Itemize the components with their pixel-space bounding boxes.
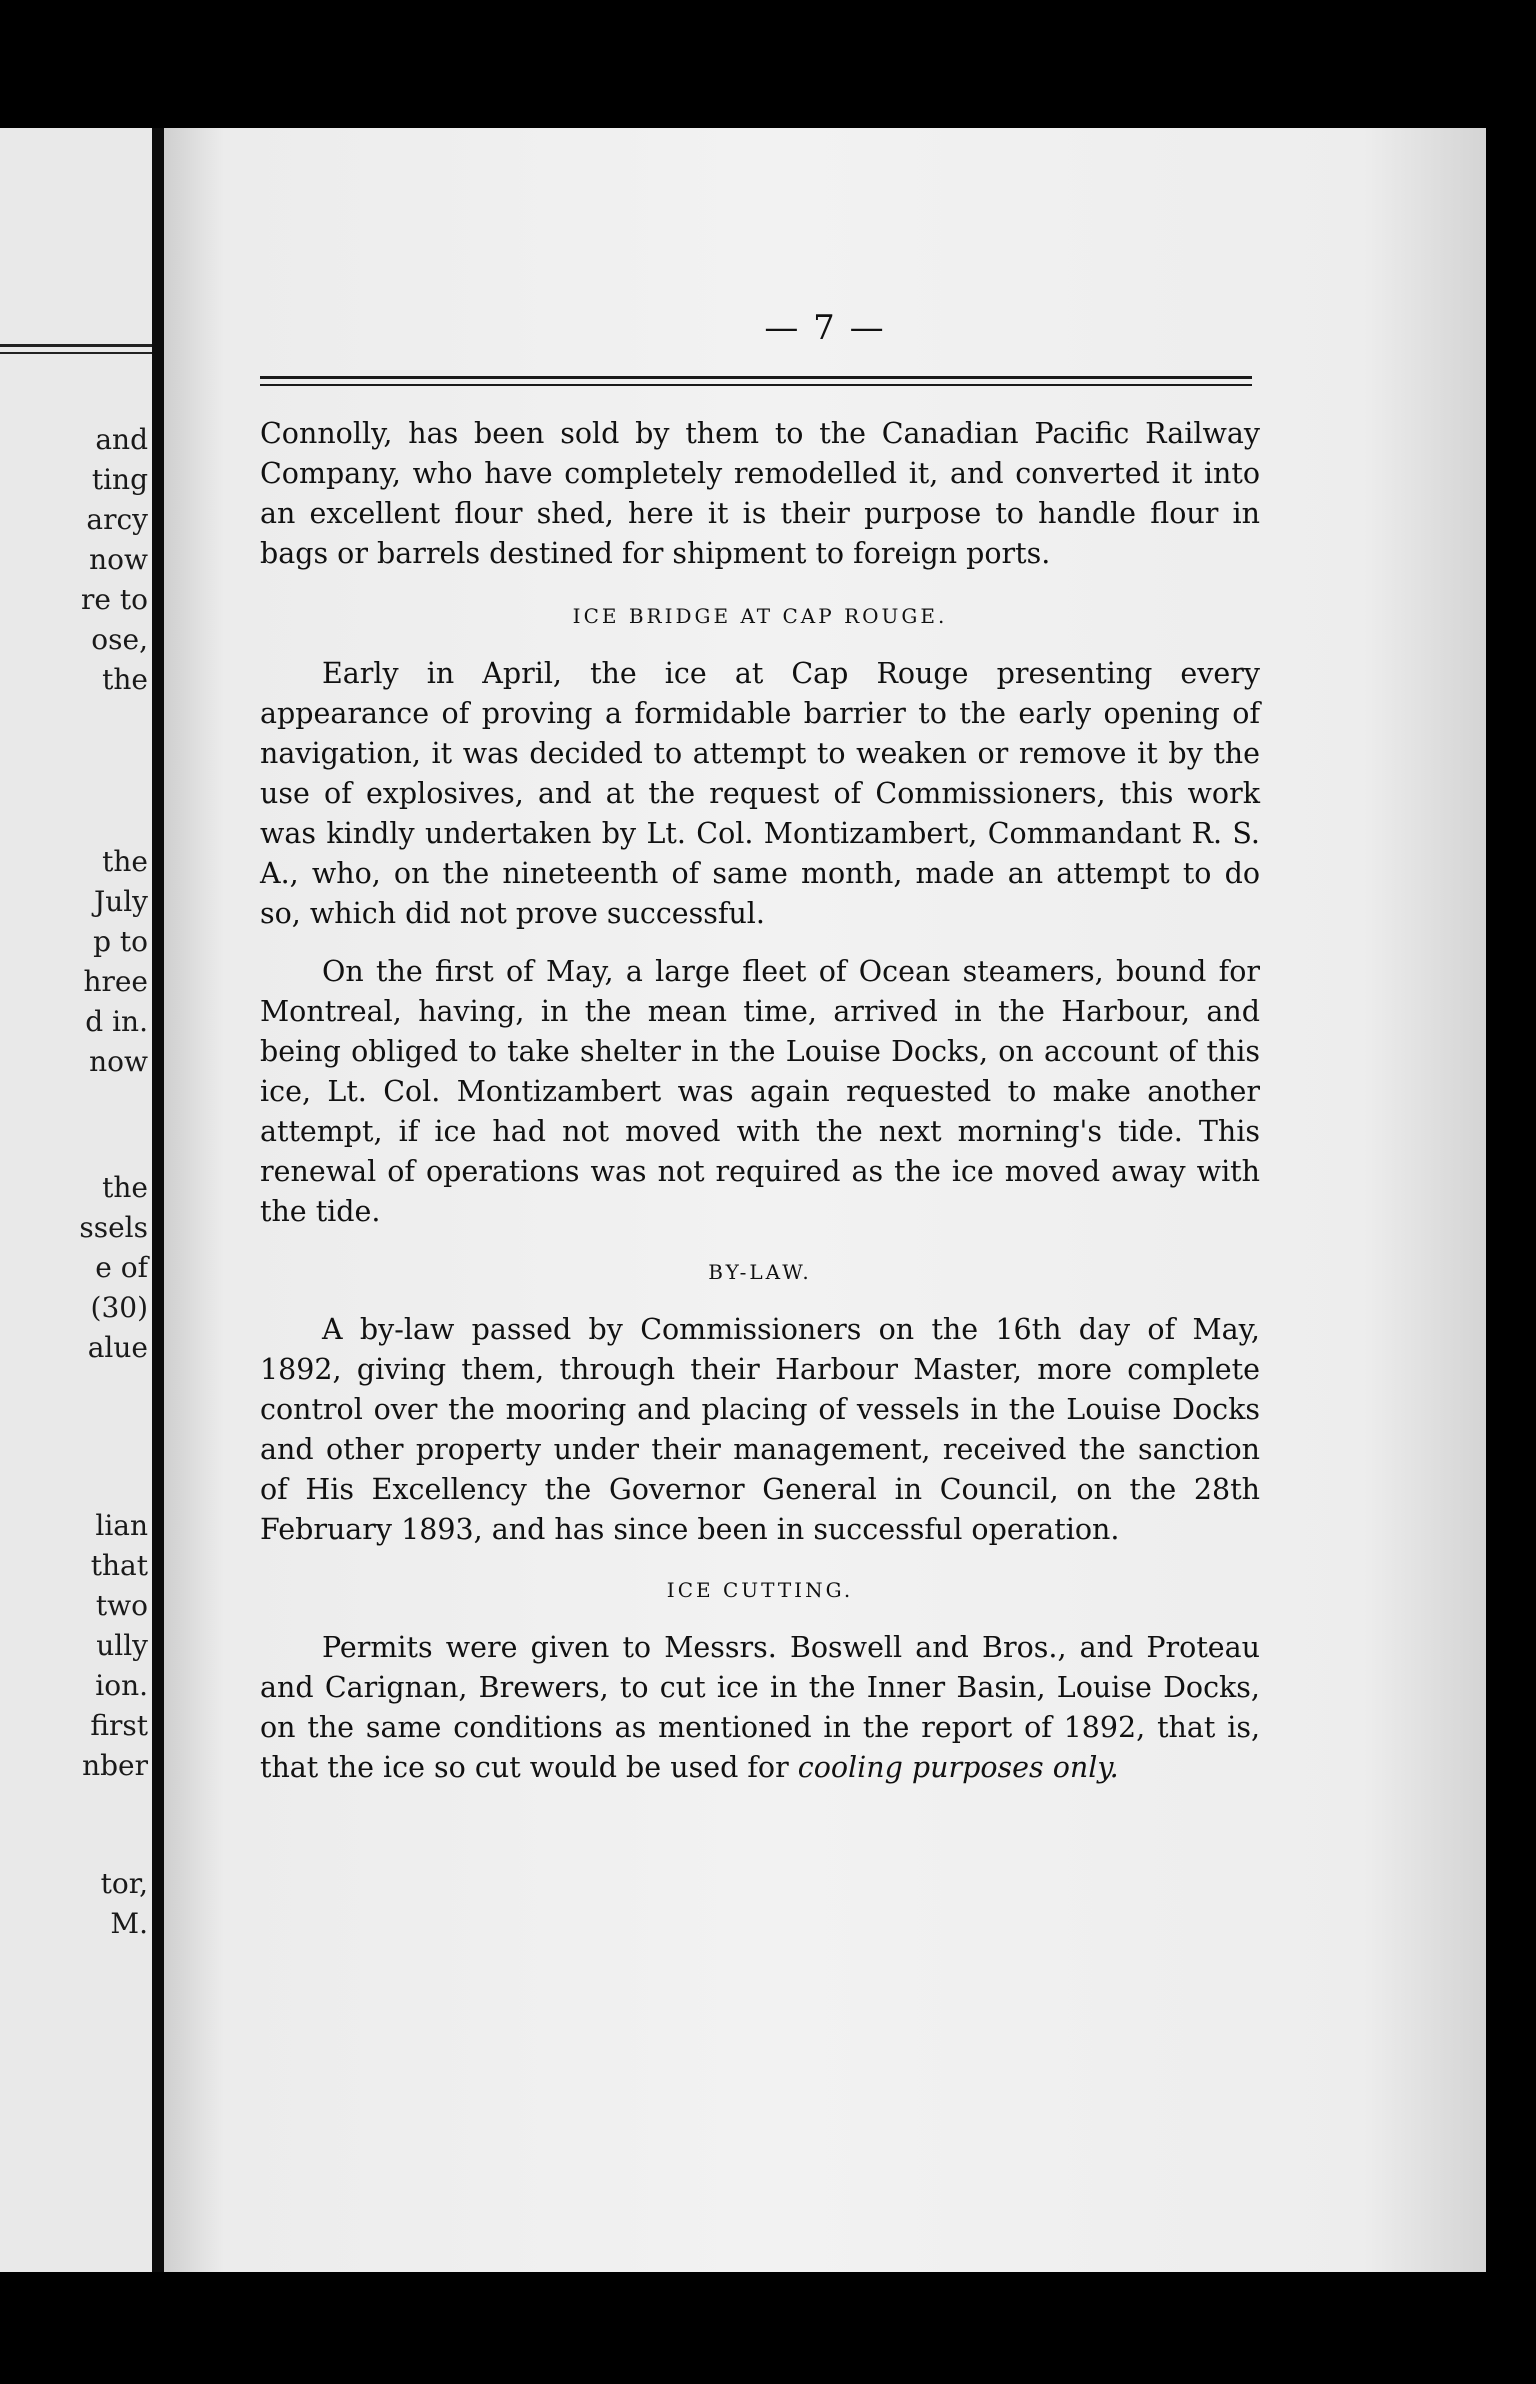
facing-page-fragment: the: [102, 1171, 148, 1204]
facing-page-fragment: arcy: [86, 503, 148, 536]
facing-page-fragment: ose,: [91, 623, 148, 656]
facing-page-fragment: nber: [82, 1749, 148, 1782]
document-page: [164, 128, 1486, 2272]
paragraph-ice-cutting-italic: cooling purposes only.: [797, 1751, 1119, 1784]
body-text: [260, 414, 1260, 1788]
facing-page-fragment: p to: [93, 925, 148, 958]
facing-page-fragment: e of: [95, 1251, 148, 1284]
scan-border-right: [1486, 0, 1536, 2384]
section-heading: BY-LAW.: [708, 1260, 812, 1284]
scan-border-top: [0, 0, 1536, 128]
facing-page-fragment: that: [90, 1549, 148, 1582]
facing-page-fragment: alue: [87, 1331, 148, 1364]
facing-page-fragment: and: [95, 423, 148, 456]
facing-page-fragment: now: [89, 1045, 148, 1078]
header-rule-thin: [260, 384, 1252, 386]
facing-page-fragment: re to: [81, 583, 148, 616]
facing-page-fragment: ssels: [79, 1211, 148, 1244]
facing-page-fragment: d in.: [85, 1005, 148, 1038]
facing-page-fragment: M.: [110, 1907, 148, 1940]
facing-page-rule: [0, 344, 152, 347]
book-gutter: [152, 128, 164, 2272]
facing-page-fragment: first: [90, 1709, 148, 1742]
facing-page-fragment: two: [95, 1589, 148, 1622]
header-rule: [260, 376, 1252, 379]
facing-page-rule: [0, 352, 152, 354]
paragraph-ice-cutting-text: Permits were given to Messrs. Boswell and Bros., and Proteau and Carignan, Brewers, to cut ice in the Inner Basin, Louise Docks, on the same conditions as mentioned in the report of 1892, that is, that the ice so cut would be used for: [260, 1631, 1260, 1784]
scan-border-bottom: [0, 2272, 1536, 2384]
paragraph-by-law: A by-law passed by Commissioners on the 16th day of May, 1892, giving them, through their Harbour Master, more complete control over the mooring and placing of vessels in the Louise Docks and other property under their management, received the sanction of His Excellency the Governor General in Council, on the 28th February 1893, and has since been in successful operation.: [260, 1313, 1260, 1546]
facing-page-edge: [0, 128, 152, 2272]
facing-page-fragment: tor,: [100, 1867, 148, 1900]
facing-page-fragment: lian: [95, 1509, 148, 1542]
page-number: — 7 —: [764, 308, 886, 348]
facing-page-fragment: the: [102, 663, 148, 696]
facing-page-fragment: now: [89, 543, 148, 576]
paragraph-ice-bridge: Early in April, the ice at Cap Rouge presenting every appearance of proving a formidable barrier to the early opening of navigation, it was decided to attempt to weaken or remove it by the use of explosives, and at the request of Commissioners, this work was kindly undertaken by Lt. Col. Montizambert, Commandant R. S. A., who, on the nineteenth of same month, made an attempt to do so, which did not prove successful.: [260, 657, 1260, 930]
facing-page-fragment: hree: [83, 965, 148, 998]
paragraph-ocean-steamers: On the first of May, a large fleet of Ocean steamers, bound for Montreal, having, in the mean time, arrived in the Harbour, and being obliged to take shelter in the Louise Docks, on account of this ice, Lt. Col. Montizambert was again requested to make another attempt, if ice had not moved with the next morning's tide. This renewal of operations was not required as the ice moved away with the tide.: [260, 955, 1260, 1228]
facing-page-fragment: the: [102, 845, 148, 878]
paragraph-ice-cutting: [260, 1628, 1260, 1788]
facing-page-fragment: (30): [90, 1291, 148, 1324]
facing-page-fragment: ting: [91, 463, 148, 496]
paragraph-continuation: Connolly, has been sold by them to the Canadian Pacific Railway Company, who have completely remodelled it, and converted it into an excellent flour shed, here it is their purpose to handle flour in bags or barrels destined for shipment to foreign ports.: [260, 417, 1260, 570]
facing-page-fragment: ion.: [95, 1669, 148, 1702]
section-heading: ICE CUTTING.: [666, 1578, 854, 1602]
facing-page-fragment: ully: [96, 1629, 148, 1662]
section-heading: ICE BRIDGE AT CAP ROUGE.: [572, 604, 948, 628]
facing-page-fragment: July: [93, 885, 148, 918]
